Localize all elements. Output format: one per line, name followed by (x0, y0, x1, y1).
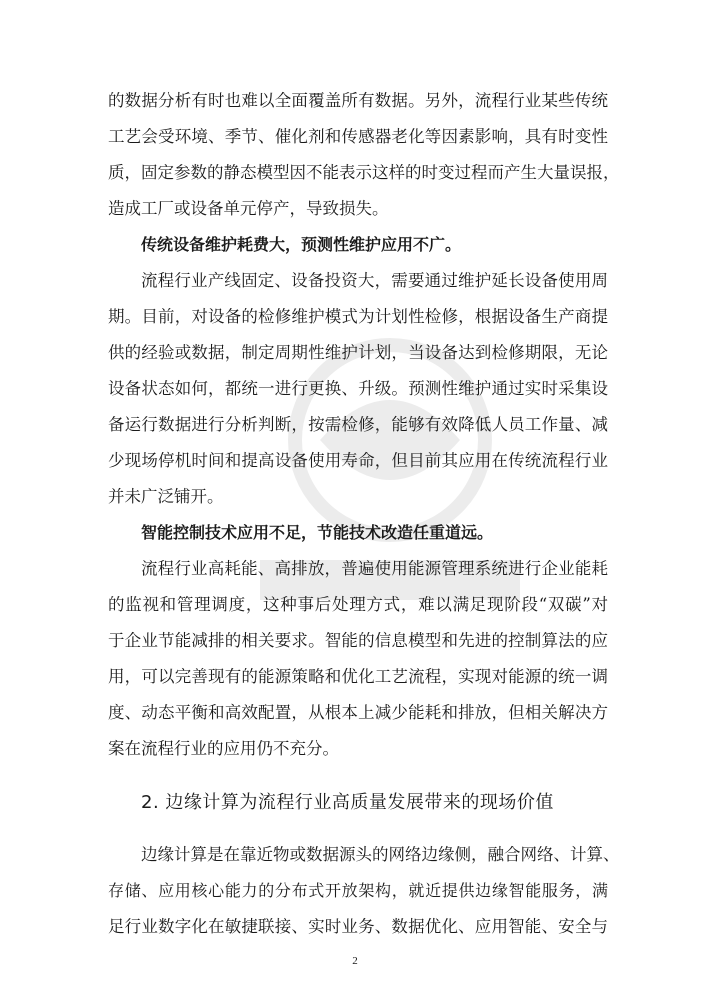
paragraph-line: 用，可以完善现有的能源策略和优化工艺流程，实现对能源的统一调 (108, 667, 608, 686)
paragraph-line: 工艺会受环境、季节、催化剂和传感器老化等因素影响，具有时变性 (108, 127, 608, 146)
paragraph-line: 的数据分析有时也难以全面覆盖所有数据。另外，流程行业某些传统 (108, 91, 608, 110)
paragraph-line: 边缘计算是在靠近物或数据源头的网络边缘侧，融合网络、计算、 (141, 845, 620, 864)
paragraph-line: 案在流程行业的应用仍不充分。 (108, 739, 339, 758)
paragraph-line: 造成工厂或设备单元停产，导致损失。 (108, 199, 389, 218)
paragraph-line: 存储、应用核心能力的分布式开放架构，就近提供边缘智能服务，满 (108, 881, 608, 900)
paragraph-line: 流程行业高耗能、高排放，普遍使用能源管理系统进行企业能耗 (141, 559, 608, 578)
paragraph-line: 设备状态如何，都统一进行更换、升级。预测性维护通过实时采集设 (108, 379, 608, 398)
paragraph-line: 度、动态平衡和高效配置，从根本上减少能耗和排放，但相关解决方 (108, 703, 608, 722)
section-heading: 2. 边缘计算为流程行业高质量发展带来的现场价值 (141, 792, 554, 813)
paragraph-line: 于企业节能减排的相关要求。智能的信息模型和先进的控制算法的应 (108, 631, 608, 650)
section-bold-heading: 传统设备维护耗费大，预测性维护应用不广。 (141, 235, 462, 254)
paragraph-line: 质，固定参数的静态模型因不能表示这样的时变过程而产生大量误报， (108, 163, 620, 182)
paragraph-line: 期。目前，对设备的检修维护模式为计划性检修，根据设备生产商提 (108, 307, 608, 326)
paragraph-line: 备运行数据进行分析判断，按需检修，能够有效降低人员工作量、减 (108, 415, 608, 434)
paragraph-line: 流程行业产线固定、设备投资大，需要通过维护延长设备使用周 (141, 271, 608, 290)
paragraph-line: 供的经验或数据，制定周期性维护计划，当设备达到检修期限，无论 (108, 343, 608, 362)
paragraph-line: 足行业数字化在敏捷联接、实时业务、数据优化、应用智能、安全与 (108, 917, 608, 936)
page-number: 2 (352, 955, 358, 967)
paragraph-line: 的监视和管理调度，这种事后处理方式，难以满足现阶段“双碳”对 (108, 595, 608, 614)
paragraph-line: 并未广泛铺开。 (108, 487, 224, 506)
section-bold-heading: 智能控制技术应用不足，节能技术改造任重道远。 (141, 523, 494, 542)
paragraph-line: 少现场停机时间和提高设备使用寿命，但目前其应用在传统流程行业 (108, 451, 608, 470)
